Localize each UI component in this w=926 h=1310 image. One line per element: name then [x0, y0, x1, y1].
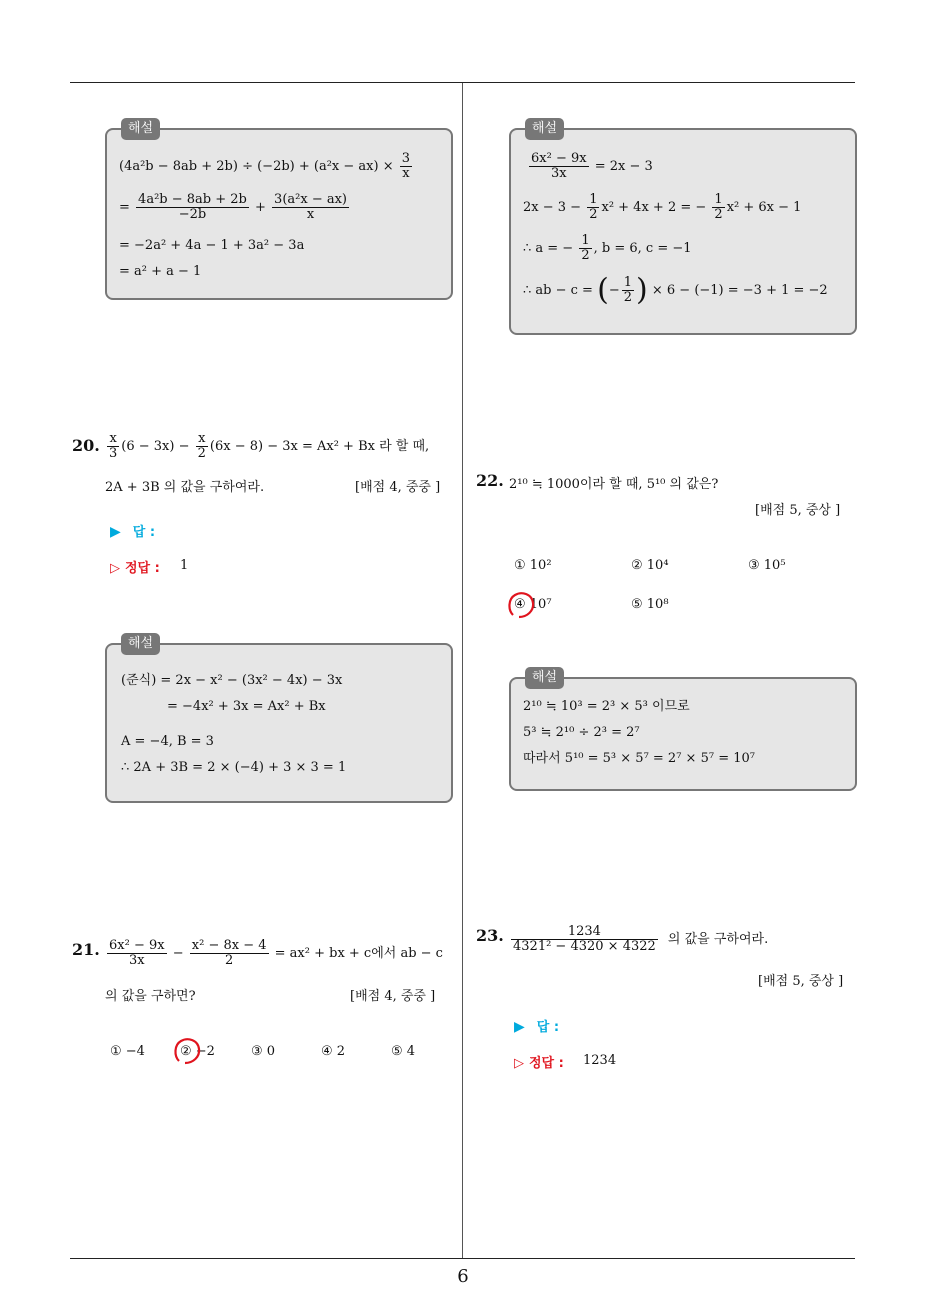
bottom-rule [70, 1258, 855, 1259]
choice-4[interactable]: ④ 10⁷ [514, 597, 552, 612]
choice-4[interactable]: ④ 2 [321, 1044, 346, 1059]
question-text: $\frac{x}{3}$ (6 − 3x) − $\frac{x}{2}$ (6x − 8) − 3x = Ax² + Bx 라 할 때, [109, 431, 430, 461]
solution-tag: 해설 [121, 118, 160, 140]
answer-field[interactable]: ▶ 답 : [110, 524, 156, 540]
fraction: $\frac{1}{2}$ [623, 275, 632, 305]
play-icon: ▶ [110, 524, 121, 540]
solution-tag: 해설 [525, 667, 564, 689]
question-number: 23. [476, 926, 504, 945]
fraction: $\frac{3}{x}$ [401, 151, 411, 181]
fraction: $\frac{\text{x² − 8x − 4}}{2}$ [191, 938, 267, 968]
solution-line: = $\frac{\text{4a²b − 8ab + 2b}}{-2b}$ + $\frac{\text{3(a²x − ax)}}{x}$ [119, 192, 347, 222]
fraction: $\frac{\text{6x² − 9x}}{3x}$ [531, 151, 587, 181]
question-text: 의 값을 구하면? [105, 989, 196, 1004]
solution-tag: 해설 [121, 633, 160, 655]
fraction: $\frac{1}{2}$ [581, 233, 590, 263]
correct-answer-value: 1 [180, 558, 189, 573]
fraction: $\frac{\text{6x² − 9x}}{3x}$ [109, 938, 165, 968]
fraction: $\frac{x}{2}$ [197, 431, 206, 461]
score-badge: [배점 5, 중상 ] [755, 503, 841, 518]
solution-line: = −4x² + 3x = Ax² + Bx [167, 699, 326, 714]
question-text: 2¹⁰ ≒ 1000이라 할 때, 5¹⁰ 의 값은? [509, 477, 719, 492]
fraction: $\frac{1}{2}$ [589, 192, 598, 222]
solution-line: ∴ a = − $\frac{1}{2}$ , b = 6, c = −1 [523, 233, 692, 263]
solution-line: ∴ 2A + 3B = 2 × (−4) + 3 × 3 = 1 [121, 760, 347, 775]
fraction: $\frac{\text{3(a²x − ax)}}{x}$ [274, 192, 347, 222]
answer-field[interactable]: ▶ 답 : [514, 1019, 560, 1035]
correct-answer-label: ▷ 정답 : [514, 1056, 564, 1071]
choice-5[interactable]: ⑤ 10⁸ [631, 597, 669, 612]
correct-answer-value: 1234 [583, 1053, 617, 1068]
solution-line: 2¹⁰ ≒ 10³ = 2³ × 5³ 이므로 [523, 699, 690, 714]
solution-line [119, 152, 414, 181]
solution-line: (준식) = 2x − x² − (3x² − 4x) − 3x [121, 673, 343, 688]
selected-answer-circle-icon [507, 590, 535, 620]
fraction: $\frac{1}{2}$ [714, 192, 723, 222]
choice-3[interactable]: ③ 10⁵ [748, 558, 786, 573]
question-number: 22. [476, 471, 504, 490]
fraction: $\frac{x}{3}$ [109, 431, 118, 461]
score-badge: [배점 4, 중중 ] [355, 480, 441, 495]
selected-answer-circle-icon [173, 1036, 201, 1066]
solution-line: 2x − 3 − $\frac{1}{2}$ x² + 4x + 2 = − $\frac{1}{2}$ x² + 6x − 1 [523, 192, 802, 222]
question-text: $\frac{1234}{\text{4321² − 4320 × 4322}}$ 의 값을 구하여라. [513, 924, 769, 954]
correct-answer-label: ▷ 정답 : [110, 561, 160, 576]
expr: (4a²b − 8ab + 2b) ÷ (−2b) + (a²x − ax) × [119, 159, 394, 174]
solution-line: ∴ ab − c = (− $\frac{1}{2}$ ) × 6 − (−1) = −3 + 1 = −2 [523, 272, 828, 308]
choice-2[interactable]: ② 10⁴ [631, 558, 669, 573]
question-text: 2A + 3B 의 값을 구하여라. [105, 480, 265, 495]
column-divider [462, 83, 463, 1258]
solution-line: = −2a² + 4a − 1 + 3a² − 3a [119, 238, 305, 253]
score-badge: [배점 4, 중중 ] [350, 989, 436, 1004]
solution-line: $\frac{\text{6x² − 9x}}{3x}$ = 2x − 3 [531, 151, 653, 181]
solution-box-q19 [105, 121, 453, 300]
question-number: 20. [72, 436, 100, 455]
score-badge: [배점 5, 중상 ] [758, 974, 844, 989]
play-icon: ▶ [514, 1019, 525, 1035]
question-number: 21. [72, 940, 100, 959]
solution-box-q22 [509, 670, 857, 791]
solution-line: 따라서 5¹⁰ = 5³ × 5⁷ = 2⁷ × 5⁷ = 10⁷ [523, 751, 755, 766]
choice-3[interactable]: ③ 0 [251, 1044, 276, 1059]
question-text: $\frac{\text{6x² − 9x}}{3x}$ − $\frac{\text{x² − 8x − 4}}{2}$ = ax² + bx + c에서 ab − c [109, 938, 443, 968]
solution-box-q20 [105, 636, 453, 803]
fraction: $\frac{\text{4a²b − 8ab + 2b}}{-2b}$ [138, 192, 247, 222]
triangle-outline-icon: ▷ [110, 561, 120, 576]
fraction: $\frac{1234}{\text{4321² − 4320 × 4322}}$ [513, 924, 656, 954]
solution-box-q21 [509, 121, 857, 335]
page-number: 6 [457, 1266, 469, 1287]
solution-tag: 해설 [525, 118, 564, 140]
solution-line: A = −4, B = 3 [121, 734, 214, 749]
solution-line: 5³ ≒ 2¹⁰ ÷ 2³ = 2⁷ [523, 725, 640, 740]
triangle-outline-icon: ▷ [514, 1056, 524, 1071]
choice-5[interactable]: ⑤ 4 [391, 1044, 416, 1059]
choice-1[interactable]: ① −4 [110, 1044, 145, 1059]
choice-1[interactable]: ① 10² [514, 558, 552, 573]
solution-line: = a² + a − 1 [119, 264, 202, 279]
choice-2[interactable]: ② −2 [180, 1044, 215, 1059]
